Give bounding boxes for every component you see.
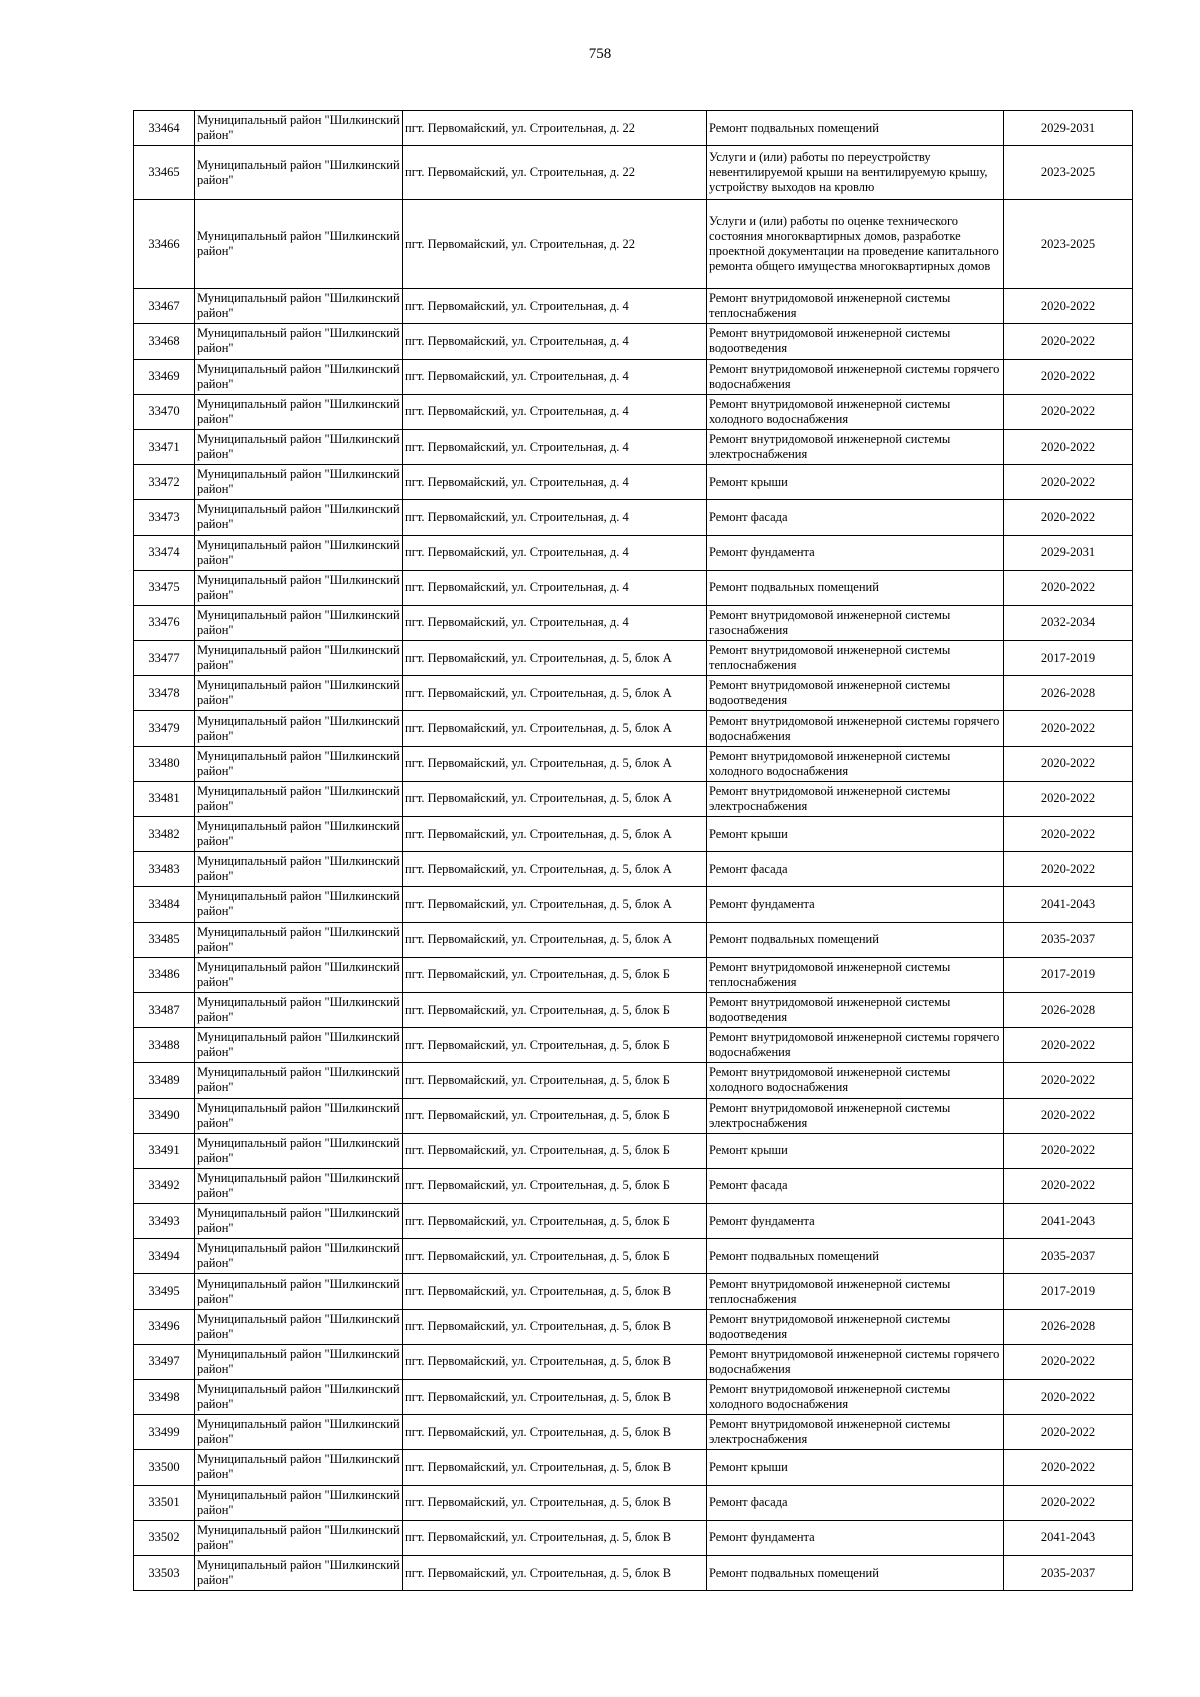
row-number: 33485 [134,922,195,957]
period-cell: 2020-2022 [1004,500,1133,535]
table-row [134,1168,1133,1203]
municipality-cell: Муниципальный район "Шилкинский район" [195,535,403,570]
address-cell: пгт. Первомайский, ул. Строительная, д. 5, блок В [403,1415,707,1450]
work-type-cell: Ремонт подвальных помещений [707,570,1004,605]
work-type-cell: Ремонт внутридомовой инженерной системы холодного водоснабжения [707,1063,1004,1098]
row-number: 33502 [134,1520,195,1555]
municipality-cell: Муниципальный район "Шилкинский район" [195,781,403,816]
address-cell: пгт. Первомайский, ул. Строительная, д. 5, блок В [403,1344,707,1379]
municipality-cell: Муниципальный район "Шилкинский район" [195,289,403,324]
period-cell: 2020-2022 [1004,1485,1133,1520]
municipality-cell: Муниципальный район "Шилкинский район" [195,641,403,676]
row-number: 33474 [134,535,195,570]
address-cell: пгт. Первомайский, ул. Строительная, д. 5, блок В [403,1380,707,1415]
work-type-cell: Ремонт фундамента [707,1204,1004,1239]
work-type-cell: Ремонт крыши [707,1133,1004,1168]
work-type-cell: Ремонт внутридомовой инженерной системы водоотведения [707,992,1004,1027]
table-row [134,676,1133,711]
row-number: 33465 [134,146,195,200]
table-row [134,605,1133,640]
work-type-cell: Ремонт внутридомовой инженерной системы водоотведения [707,676,1004,711]
table-row [134,111,1133,146]
address-cell: пгт. Первомайский, ул. Строительная, д. 5, блок А [403,676,707,711]
table-row [134,394,1133,429]
municipality-cell: Муниципальный район "Шилкинский район" [195,1485,403,1520]
work-type-cell: Ремонт фундамента [707,887,1004,922]
row-number: 33488 [134,1028,195,1063]
table-row [134,200,1133,289]
municipality-cell: Муниципальный район "Шилкинский район" [195,1098,403,1133]
address-cell: пгт. Первомайский, ул. Строительная, д. 5, блок В [403,1274,707,1309]
row-number: 33483 [134,852,195,887]
table-row [134,1274,1133,1309]
row-number: 33503 [134,1555,195,1590]
address-cell: пгт. Первомайский, ул. Строительная, д. 4 [403,429,707,464]
table-body [134,111,1133,1591]
table-row [134,465,1133,500]
period-cell: 2020-2022 [1004,817,1133,852]
municipality-cell: Муниципальный район "Шилкинский район" [195,1063,403,1098]
work-type-cell: Ремонт внутридомовой инженерной системы теплоснабжения [707,289,1004,324]
municipality-cell: Муниципальный район "Шилкинский район" [195,1133,403,1168]
period-cell: 2020-2022 [1004,1028,1133,1063]
period-cell: 2017-2019 [1004,1274,1133,1309]
municipality-cell: Муниципальный район "Шилкинский район" [195,1028,403,1063]
table-row [134,1204,1133,1239]
work-type-cell: Ремонт внутридомовой инженерной системы теплоснабжения [707,1274,1004,1309]
municipality-cell: Муниципальный район "Шилкинский район" [195,1204,403,1239]
address-cell: пгт. Первомайский, ул. Строительная, д. 4 [403,324,707,359]
address-cell: пгт. Первомайский, ул. Строительная, д. 4 [403,570,707,605]
municipality-cell: Муниципальный район "Шилкинский район" [195,605,403,640]
period-cell: 2020-2022 [1004,1098,1133,1133]
table-row [134,1028,1133,1063]
municipality-cell: Муниципальный район "Шилкинский район" [195,957,403,992]
work-type-cell: Ремонт крыши [707,817,1004,852]
work-type-cell: Ремонт внутридомовой инженерной системы горячего водоснабжения [707,359,1004,394]
municipality-cell: Муниципальный район "Шилкинский район" [195,500,403,535]
address-cell: пгт. Первомайский, ул. Строительная, д. 4 [403,359,707,394]
work-type-cell: Ремонт внутридомовой инженерной системы горячего водоснабжения [707,1344,1004,1379]
table-row [134,1380,1133,1415]
work-type-cell: Ремонт крыши [707,1450,1004,1485]
municipality-cell: Муниципальный район "Шилкинский район" [195,359,403,394]
period-cell: 2020-2022 [1004,1168,1133,1203]
table-row [134,500,1133,535]
table-row [134,887,1133,922]
row-number: 33493 [134,1204,195,1239]
period-cell: 2017-2019 [1004,641,1133,676]
table-row [134,535,1133,570]
work-type-cell: Ремонт внутридомовой инженерной системы холодного водоснабжения [707,1380,1004,1415]
period-cell: 2026-2028 [1004,1309,1133,1344]
work-type-cell: Ремонт внутридомовой инженерной системы газоснабжения [707,605,1004,640]
municipality-cell: Муниципальный район "Шилкинский район" [195,852,403,887]
table-row [134,746,1133,781]
period-cell: 2020-2022 [1004,394,1133,429]
address-cell: пгт. Первомайский, ул. Строительная, д. 5, блок Б [403,1028,707,1063]
period-cell: 2023-2025 [1004,146,1133,200]
period-cell: 2017-2019 [1004,957,1133,992]
municipality-cell: Муниципальный район "Шилкинский район" [195,1450,403,1485]
address-cell: пгт. Первомайский, ул. Строительная, д. 5, блок Б [403,1098,707,1133]
period-cell: 2020-2022 [1004,781,1133,816]
table-row [134,711,1133,746]
row-number: 33472 [134,465,195,500]
row-number: 33495 [134,1274,195,1309]
row-number: 33489 [134,1063,195,1098]
row-number: 33470 [134,394,195,429]
row-number: 33480 [134,746,195,781]
work-type-cell: Ремонт внутридомовой инженерной системы горячего водоснабжения [707,711,1004,746]
municipality-cell: Муниципальный район "Шилкинский район" [195,324,403,359]
table-row [134,852,1133,887]
address-cell: пгт. Первомайский, ул. Строительная, д. 5, блок Б [403,1063,707,1098]
period-cell: 2041-2043 [1004,1204,1133,1239]
row-number: 33497 [134,1344,195,1379]
page-number: 758 [588,46,612,62]
table-row [134,1415,1133,1450]
municipality-cell: Муниципальный район "Шилкинский район" [195,887,403,922]
period-cell: 2032-2034 [1004,605,1133,640]
period-cell: 2035-2037 [1004,1555,1133,1590]
table-row [134,289,1133,324]
municipality-cell: Муниципальный район "Шилкинский район" [195,111,403,146]
address-cell: пгт. Первомайский, ул. Строительная, д. 5, блок А [403,711,707,746]
table-row [134,641,1133,676]
table-row [134,146,1133,200]
period-cell: 2020-2022 [1004,746,1133,781]
table-row [134,1344,1133,1379]
work-type-cell: Ремонт фасада [707,852,1004,887]
municipality-cell: Муниципальный район "Шилкинский район" [195,1380,403,1415]
address-cell: пгт. Первомайский, ул. Строительная, д. 5, блок А [403,781,707,816]
address-cell: пгт. Первомайский, ул. Строительная, д. 4 [403,465,707,500]
period-cell: 2020-2022 [1004,359,1133,394]
address-cell: пгт. Первомайский, ул. Строительная, д. 5, блок Б [403,1239,707,1274]
address-cell: пгт. Первомайский, ул. Строительная, д. 5, блок Б [403,1168,707,1203]
row-number: 33499 [134,1415,195,1450]
period-cell: 2020-2022 [1004,465,1133,500]
table-row [134,429,1133,464]
row-number: 33490 [134,1098,195,1133]
address-cell: пгт. Первомайский, ул. Строительная, д. 5, блок В [403,1555,707,1590]
work-type-cell: Ремонт крыши [707,465,1004,500]
work-type-cell: Ремонт внутридомовой инженерной системы холодного водоснабжения [707,394,1004,429]
table-row [134,1063,1133,1098]
row-number: 33482 [134,817,195,852]
address-cell: пгт. Первомайский, ул. Строительная, д. 5, блок Б [403,992,707,1027]
address-cell: пгт. Первомайский, ул. Строительная, д. 5, блок Б [403,1133,707,1168]
period-cell: 2026-2028 [1004,992,1133,1027]
address-cell: пгт. Первомайский, ул. Строительная, д. 4 [403,289,707,324]
row-number: 33471 [134,429,195,464]
address-cell: пгт. Первомайский, ул. Строительная, д. 5, блок В [403,1520,707,1555]
address-cell: пгт. Первомайский, ул. Строительная, д. 4 [403,394,707,429]
address-cell: пгт. Первомайский, ул. Строительная, д. 5, блок В [403,1450,707,1485]
period-cell: 2020-2022 [1004,852,1133,887]
address-cell: пгт. Первомайский, ул. Строительная, д. 5, блок А [403,746,707,781]
table-row [134,957,1133,992]
address-cell: пгт. Первомайский, ул. Строительная, д. 5, блок В [403,1485,707,1520]
period-cell: 2035-2037 [1004,922,1133,957]
period-cell: 2020-2022 [1004,1380,1133,1415]
row-number: 33475 [134,570,195,605]
row-number: 33500 [134,1450,195,1485]
period-cell: 2029-2031 [1004,111,1133,146]
row-number: 33501 [134,1485,195,1520]
table-row [134,359,1133,394]
row-number: 33467 [134,289,195,324]
period-cell: 2020-2022 [1004,324,1133,359]
row-number: 33491 [134,1133,195,1168]
period-cell: 2026-2028 [1004,676,1133,711]
work-type-cell: Ремонт подвальных помещений [707,1555,1004,1590]
municipality-cell: Муниципальный район "Шилкинский район" [195,1415,403,1450]
period-cell: 2029-2031 [1004,535,1133,570]
work-type-cell: Ремонт внутридомовой инженерной системы холодного водоснабжения [707,746,1004,781]
table-row [134,570,1133,605]
address-cell: пгт. Первомайский, ул. Строительная, д. 5, блок В [403,1309,707,1344]
address-cell: пгт. Первомайский, ул. Строительная, д. 4 [403,535,707,570]
row-number: 33486 [134,957,195,992]
address-cell: пгт. Первомайский, ул. Строительная, д. 22 [403,146,707,200]
table-row [134,781,1133,816]
row-number: 33476 [134,605,195,640]
period-cell: 2020-2022 [1004,429,1133,464]
municipality-cell: Муниципальный район "Шилкинский район" [195,992,403,1027]
municipality-cell: Муниципальный район "Шилкинский район" [195,394,403,429]
municipality-cell: Муниципальный район "Шилкинский район" [195,1309,403,1344]
row-number: 33468 [134,324,195,359]
table-row [134,922,1133,957]
period-cell: 2020-2022 [1004,570,1133,605]
table-row [134,1555,1133,1590]
municipality-cell: Муниципальный район "Шилкинский район" [195,429,403,464]
work-type-cell: Ремонт внутридомовой инженерной системы водоотведения [707,324,1004,359]
address-cell: пгт. Первомайский, ул. Строительная, д. 5, блок Б [403,957,707,992]
table-row [134,1450,1133,1485]
period-cell: 2020-2022 [1004,289,1133,324]
row-number: 33494 [134,1239,195,1274]
period-cell: 2020-2022 [1004,1344,1133,1379]
row-number: 33484 [134,887,195,922]
municipality-cell: Муниципальный район "Шилкинский район" [195,1344,403,1379]
municipality-cell: Муниципальный район "Шилкинский район" [195,200,403,289]
row-number: 33477 [134,641,195,676]
table-row [134,1309,1133,1344]
address-cell: пгт. Первомайский, ул. Строительная, д. 5, блок Б [403,1204,707,1239]
row-number: 33473 [134,500,195,535]
row-number: 33498 [134,1380,195,1415]
work-type-cell: Ремонт фасада [707,1485,1004,1520]
period-cell: 2020-2022 [1004,711,1133,746]
municipality-cell: Муниципальный район "Шилкинский район" [195,922,403,957]
work-type-cell: Ремонт внутридомовой инженерной системы электроснабжения [707,781,1004,816]
address-cell: пгт. Первомайский, ул. Строительная, д. 5, блок А [403,887,707,922]
period-cell: 2020-2022 [1004,1415,1133,1450]
table-row [134,992,1133,1027]
work-type-cell: Ремонт внутридомовой инженерной системы электроснабжения [707,429,1004,464]
municipality-cell: Муниципальный район "Шилкинский район" [195,676,403,711]
period-cell: 2020-2022 [1004,1450,1133,1485]
municipality-cell: Муниципальный район "Шилкинский район" [195,465,403,500]
work-type-cell: Услуги и (или) работы по оценке технического состояния многоквартирных домов, разработке проектной документации на проведение капитального ремонта общего имущества многоквартирных домов [707,200,1004,289]
address-cell: пгт. Первомайский, ул. Строительная, д. 5, блок А [403,922,707,957]
row-number: 33496 [134,1309,195,1344]
municipality-cell: Муниципальный район "Шилкинский район" [195,711,403,746]
municipality-cell: Муниципальный район "Шилкинский район" [195,146,403,200]
address-cell: пгт. Первомайский, ул. Строительная, д. 4 [403,500,707,535]
address-cell: пгт. Первомайский, ул. Строительная, д. 5, блок А [403,817,707,852]
table-row [134,1133,1133,1168]
address-cell: пгт. Первомайский, ул. Строительная, д. 22 [403,111,707,146]
row-number: 33466 [134,200,195,289]
work-type-cell: Ремонт фундамента [707,535,1004,570]
work-type-cell: Ремонт подвальных помещений [707,922,1004,957]
work-type-cell: Ремонт внутридомовой инженерной системы теплоснабжения [707,957,1004,992]
work-type-cell: Ремонт подвальных помещений [707,1239,1004,1274]
municipality-cell: Муниципальный район "Шилкинский район" [195,1520,403,1555]
period-cell: 2023-2025 [1004,200,1133,289]
work-type-cell: Ремонт подвальных помещений [707,111,1004,146]
period-cell: 2035-2037 [1004,1239,1133,1274]
work-type-cell: Ремонт внутридомовой инженерной системы горячего водоснабжения [707,1028,1004,1063]
municipality-cell: Муниципальный район "Шилкинский район" [195,817,403,852]
work-type-cell: Услуги и (или) работы по переустройству невентилируемой крыши на вентилируемую крышу, устройству выходов на кровлю [707,146,1004,200]
address-cell: пгт. Первомайский, ул. Строительная, д. 22 [403,200,707,289]
work-type-cell: Ремонт внутридомовой инженерной системы теплоснабжения [707,641,1004,676]
table-row [134,1485,1133,1520]
repair-schedule-table [133,110,1133,1591]
municipality-cell: Муниципальный район "Шилкинский район" [195,1239,403,1274]
period-cell: 2041-2043 [1004,1520,1133,1555]
address-cell: пгт. Первомайский, ул. Строительная, д. 5, блок А [403,852,707,887]
municipality-cell: Муниципальный район "Шилкинский район" [195,746,403,781]
table-row [134,817,1133,852]
table-row [134,1239,1133,1274]
work-type-cell: Ремонт внутридомовой инженерной системы электроснабжения [707,1098,1004,1133]
row-number: 33478 [134,676,195,711]
table-row [134,324,1133,359]
work-type-cell: Ремонт фундамента [707,1520,1004,1555]
municipality-cell: Муниципальный район "Шилкинский район" [195,570,403,605]
address-cell: пгт. Первомайский, ул. Строительная, д. 5, блок А [403,641,707,676]
address-cell: пгт. Первомайский, ул. Строительная, д. 4 [403,605,707,640]
municipality-cell: Муниципальный район "Шилкинский район" [195,1555,403,1590]
work-type-cell: Ремонт внутридомовой инженерной системы водоотведения [707,1309,1004,1344]
municipality-cell: Муниципальный район "Шилкинский район" [195,1168,403,1203]
municipality-cell: Муниципальный район "Шилкинский район" [195,1274,403,1309]
table-row [134,1098,1133,1133]
work-type-cell: Ремонт фасада [707,1168,1004,1203]
period-cell: 2020-2022 [1004,1063,1133,1098]
period-cell: 2041-2043 [1004,887,1133,922]
table-row [134,1520,1133,1555]
row-number: 33492 [134,1168,195,1203]
work-type-cell: Ремонт фасада [707,500,1004,535]
row-number: 33479 [134,711,195,746]
row-number: 33464 [134,111,195,146]
work-type-cell: Ремонт внутридомовой инженерной системы электроснабжения [707,1415,1004,1450]
row-number: 33487 [134,992,195,1027]
period-cell: 2020-2022 [1004,1133,1133,1168]
row-number: 33481 [134,781,195,816]
row-number: 33469 [134,359,195,394]
